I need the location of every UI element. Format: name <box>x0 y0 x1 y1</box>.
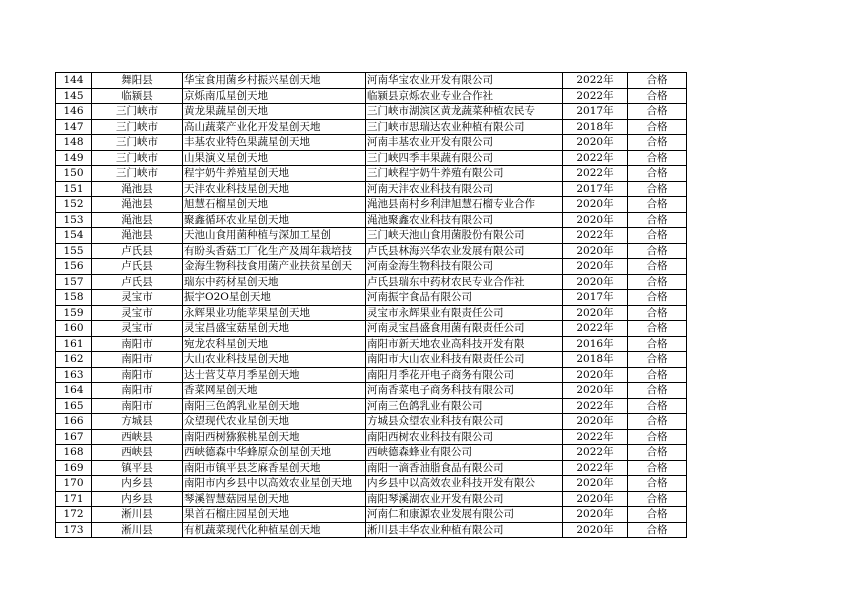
result-cell: 合格 <box>628 259 687 275</box>
county-cell: 灵宝市 <box>92 290 183 306</box>
company-cell: 南阳西树农业科技有限公司 <box>366 429 563 445</box>
table-row <box>56 352 687 368</box>
row-number-cell: 145 <box>56 88 92 104</box>
company-cell: 内乡县中以高效农业科技开发有限公 <box>366 476 563 492</box>
county-cell: 渑池县 <box>92 181 183 197</box>
company-cell: 渑池聚鑫农业科技有限公司 <box>366 212 563 228</box>
project-name-cell: 南阳市镇平县芝麻香星创天地 <box>183 460 366 476</box>
year-cell: 2020年 <box>563 259 628 275</box>
table-row <box>56 212 687 228</box>
table-row <box>56 274 687 290</box>
county-cell: 舞阳县 <box>92 73 183 89</box>
result-cell: 合格 <box>628 274 687 290</box>
county-cell: 西峡县 <box>92 445 183 461</box>
table-row <box>56 522 687 538</box>
table-row <box>56 476 687 492</box>
company-cell: 三门峡市思瑞达农业种植有限公司 <box>366 119 563 135</box>
county-cell: 淅川县 <box>92 507 183 523</box>
county-cell: 内乡县 <box>92 476 183 492</box>
result-cell: 合格 <box>628 383 687 399</box>
project-name-cell: 程宇奶牛养殖星创天地 <box>183 166 366 182</box>
result-cell: 合格 <box>628 104 687 120</box>
company-cell: 西峡德森蜂业有限公司 <box>366 445 563 461</box>
table-row <box>56 321 687 337</box>
project-name-cell: 天沣农业科技星创天地 <box>183 181 366 197</box>
project-name-cell: 西峡德森中华蜂原众创星创天地 <box>183 445 366 461</box>
year-cell: 2022年 <box>563 88 628 104</box>
result-cell: 合格 <box>628 197 687 213</box>
county-cell: 卢氏县 <box>92 259 183 275</box>
company-cell: 河南丰基农业开发有限公司 <box>366 135 563 151</box>
row-number-cell: 151 <box>56 181 92 197</box>
row-number-cell: 171 <box>56 491 92 507</box>
county-cell: 灵宝市 <box>92 321 183 337</box>
row-number-cell: 161 <box>56 336 92 352</box>
year-cell: 2020年 <box>563 274 628 290</box>
table-row <box>56 383 687 399</box>
project-name-cell: 山果演义星创天地 <box>183 150 366 166</box>
project-name-cell: 振宇O2O星创天地 <box>183 290 366 306</box>
company-cell: 三门峡四季丰果蔬有限公司 <box>366 150 563 166</box>
year-cell: 2022年 <box>563 73 628 89</box>
year-cell: 2022年 <box>563 429 628 445</box>
row-number-cell: 159 <box>56 305 92 321</box>
row-number-cell: 158 <box>56 290 92 306</box>
row-number-cell: 157 <box>56 274 92 290</box>
table-body <box>56 73 687 538</box>
result-cell: 合格 <box>628 445 687 461</box>
project-name-cell: 果首石榴庄园星创天地 <box>183 507 366 523</box>
result-cell: 合格 <box>628 290 687 306</box>
company-cell: 临颍县京烁农业专业合作社 <box>366 88 563 104</box>
county-cell: 南阳市 <box>92 367 183 383</box>
year-cell: 2020年 <box>563 197 628 213</box>
company-cell: 河南金海生物科技有限公司 <box>366 259 563 275</box>
project-name-cell: 宛龙农科星创天地 <box>183 336 366 352</box>
result-cell: 合格 <box>628 429 687 445</box>
row-number-cell: 162 <box>56 352 92 368</box>
table-row <box>56 73 687 89</box>
result-cell: 合格 <box>628 119 687 135</box>
year-cell: 2022年 <box>563 445 628 461</box>
county-cell: 渑池县 <box>92 212 183 228</box>
row-number-cell: 167 <box>56 429 92 445</box>
year-cell: 2020年 <box>563 305 628 321</box>
row-number-cell: 168 <box>56 445 92 461</box>
project-name-cell: 天池山食用菌种植与深加工星创 <box>183 228 366 244</box>
result-cell: 合格 <box>628 181 687 197</box>
row-number-cell: 163 <box>56 367 92 383</box>
project-name-cell: 高山蔬菜产业化开发星创天地 <box>183 119 366 135</box>
county-cell: 临颍县 <box>92 88 183 104</box>
company-cell: 河南灵宝昌盛食用菌有限责任公司 <box>366 321 563 337</box>
row-number-cell: 148 <box>56 135 92 151</box>
table-row <box>56 367 687 383</box>
data-table <box>55 72 687 538</box>
year-cell: 2017年 <box>563 181 628 197</box>
row-number-cell: 165 <box>56 398 92 414</box>
project-name-cell: 香菜网星创天地 <box>183 383 366 399</box>
company-cell: 河南华宝农业开发有限公司 <box>366 73 563 89</box>
county-cell: 卢氏县 <box>92 243 183 259</box>
project-name-cell: 众望现代农业星创天地 <box>183 414 366 430</box>
company-cell: 卢氏县林海兴华农业发展有限公司 <box>366 243 563 259</box>
county-cell: 渑池县 <box>92 197 183 213</box>
year-cell: 2020年 <box>563 243 628 259</box>
year-cell: 2017年 <box>563 290 628 306</box>
company-cell: 河南仁和康源农业发展有限公司 <box>366 507 563 523</box>
company-cell: 方城县众望农业科技有限公司 <box>366 414 563 430</box>
result-cell: 合格 <box>628 414 687 430</box>
result-cell: 合格 <box>628 88 687 104</box>
project-name-cell: 旭慧石榴星创天地 <box>183 197 366 213</box>
company-cell: 三门峡市湖滨区黄龙蔬菜种植农民专 <box>366 104 563 120</box>
project-name-cell: 有机蔬菜现代化种植星创天地 <box>183 522 366 538</box>
result-cell: 合格 <box>628 243 687 259</box>
county-cell: 卢氏县 <box>92 274 183 290</box>
county-cell: 西峡县 <box>92 429 183 445</box>
company-cell: 河南天沣农业科技有限公司 <box>366 181 563 197</box>
row-number-cell: 172 <box>56 507 92 523</box>
table-row <box>56 135 687 151</box>
result-cell: 合格 <box>628 166 687 182</box>
row-number-cell: 164 <box>56 383 92 399</box>
project-name-cell: 琴溪智慧菇园星创天地 <box>183 491 366 507</box>
county-cell: 三门峡市 <box>92 135 183 151</box>
result-cell: 合格 <box>628 212 687 228</box>
county-cell: 方城县 <box>92 414 183 430</box>
table-row <box>56 445 687 461</box>
year-cell: 2020年 <box>563 476 628 492</box>
row-number-cell: 156 <box>56 259 92 275</box>
project-name-cell: 聚鑫循环农业星创天地 <box>183 212 366 228</box>
result-cell: 合格 <box>628 305 687 321</box>
company-cell: 南阳市大山农业科技有限责任公司 <box>366 352 563 368</box>
county-cell: 三门峡市 <box>92 150 183 166</box>
table-row <box>56 290 687 306</box>
project-name-cell: 华宝食用菌乡村振兴星创天地 <box>183 73 366 89</box>
county-cell: 淅川县 <box>92 522 183 538</box>
row-number-cell: 152 <box>56 197 92 213</box>
year-cell: 2020年 <box>563 212 628 228</box>
row-number-cell: 149 <box>56 150 92 166</box>
county-cell: 内乡县 <box>92 491 183 507</box>
result-cell: 合格 <box>628 476 687 492</box>
result-cell: 合格 <box>628 73 687 89</box>
county-cell: 南阳市 <box>92 336 183 352</box>
year-cell: 2020年 <box>563 507 628 523</box>
county-cell: 三门峡市 <box>92 166 183 182</box>
county-cell: 南阳市 <box>92 383 183 399</box>
year-cell: 2022年 <box>563 166 628 182</box>
table-row <box>56 119 687 135</box>
table-row <box>56 104 687 120</box>
row-number-cell: 170 <box>56 476 92 492</box>
year-cell: 2016年 <box>563 336 628 352</box>
year-cell: 2017年 <box>563 104 628 120</box>
result-cell: 合格 <box>628 150 687 166</box>
company-cell: 淅川县丰华农业种植有限公司 <box>366 522 563 538</box>
result-cell: 合格 <box>628 522 687 538</box>
company-cell: 南阳市新天地农业高科技开发有限 <box>366 336 563 352</box>
row-number-cell: 153 <box>56 212 92 228</box>
result-cell: 合格 <box>628 491 687 507</box>
table-row <box>56 181 687 197</box>
result-cell: 合格 <box>628 321 687 337</box>
result-cell: 合格 <box>628 460 687 476</box>
table-row <box>56 398 687 414</box>
table-row <box>56 150 687 166</box>
result-cell: 合格 <box>628 352 687 368</box>
year-cell: 2022年 <box>563 398 628 414</box>
project-name-cell: 达士营艾草月季星创天地 <box>183 367 366 383</box>
result-cell: 合格 <box>628 135 687 151</box>
project-name-cell: 南阳市内乡县中以高效农业星创天地 <box>183 476 366 492</box>
table-row <box>56 460 687 476</box>
year-cell: 2020年 <box>563 367 628 383</box>
year-cell: 2022年 <box>563 150 628 166</box>
year-cell: 2022年 <box>563 228 628 244</box>
table-row <box>56 429 687 445</box>
project-name-cell: 京烁南瓜星创天地 <box>183 88 366 104</box>
row-number-cell: 169 <box>56 460 92 476</box>
company-cell: 南阳月季花开电子商务有限公司 <box>366 367 563 383</box>
row-number-cell: 146 <box>56 104 92 120</box>
table-row <box>56 491 687 507</box>
result-cell: 合格 <box>628 228 687 244</box>
table-row <box>56 305 687 321</box>
county-cell: 南阳市 <box>92 352 183 368</box>
project-name-cell: 瑞东中药材星创天地 <box>183 274 366 290</box>
project-name-cell: 黄龙果蔬星创天地 <box>183 104 366 120</box>
company-cell: 河南香菜电子商务科技有限公司 <box>366 383 563 399</box>
row-number-cell: 150 <box>56 166 92 182</box>
project-name-cell: 南阳三色鸽乳业星创天地 <box>183 398 366 414</box>
project-name-cell: 南阳西树猕猴桃星创天地 <box>183 429 366 445</box>
year-cell: 2022年 <box>563 321 628 337</box>
county-cell: 南阳市 <box>92 398 183 414</box>
company-cell: 卢氏县瑞东中药材农民专业合作社 <box>366 274 563 290</box>
row-number-cell: 160 <box>56 321 92 337</box>
year-cell: 2020年 <box>563 414 628 430</box>
table-row <box>56 228 687 244</box>
row-number-cell: 154 <box>56 228 92 244</box>
project-name-cell: 金海生物科技食用菌产业扶贫星创天 <box>183 259 366 275</box>
county-cell: 渑池县 <box>92 228 183 244</box>
row-number-cell: 147 <box>56 119 92 135</box>
table-row <box>56 507 687 523</box>
project-name-cell: 丰基农业特色果蔬星创天地 <box>183 135 366 151</box>
result-cell: 合格 <box>628 367 687 383</box>
year-cell: 2018年 <box>563 119 628 135</box>
table-row <box>56 336 687 352</box>
year-cell: 2020年 <box>563 491 628 507</box>
company-cell: 南阳琴溪湖农业开发有限公司 <box>366 491 563 507</box>
result-cell: 合格 <box>628 507 687 523</box>
result-cell: 合格 <box>628 336 687 352</box>
county-cell: 三门峡市 <box>92 104 183 120</box>
year-cell: 2020年 <box>563 383 628 399</box>
company-cell: 河南三色鸽乳业有限公司 <box>366 398 563 414</box>
year-cell: 2018年 <box>563 352 628 368</box>
row-number-cell: 173 <box>56 522 92 538</box>
year-cell: 2022年 <box>563 460 628 476</box>
company-cell: 南阳一滴香油脂食品有限公司 <box>366 460 563 476</box>
project-name-cell: 永辉果业功能苹果星创天地 <box>183 305 366 321</box>
county-cell: 镇平县 <box>92 460 183 476</box>
company-cell: 三门峡程宇奶牛养殖有限公司 <box>366 166 563 182</box>
company-cell: 河南振宇食品有限公司 <box>366 290 563 306</box>
year-cell: 2020年 <box>563 135 628 151</box>
year-cell: 2020年 <box>563 522 628 538</box>
table-row <box>56 259 687 275</box>
company-cell: 灵宝市永辉果业有限责任公司 <box>366 305 563 321</box>
table-row <box>56 88 687 104</box>
project-name-cell: 大山农业科技星创天地 <box>183 352 366 368</box>
project-name-cell: 有盼头香菇工厂化生产及周年栽培技 <box>183 243 366 259</box>
company-cell: 渑池县南村乡利津旭慧石榴专业合作 <box>366 197 563 213</box>
table-row <box>56 414 687 430</box>
row-number-cell: 166 <box>56 414 92 430</box>
company-cell: 三门峡天池山食用菌股份有限公司 <box>366 228 563 244</box>
county-cell: 灵宝市 <box>92 305 183 321</box>
county-cell: 三门峡市 <box>92 119 183 135</box>
table-row <box>56 197 687 213</box>
table-row <box>56 243 687 259</box>
result-cell: 合格 <box>628 398 687 414</box>
row-number-cell: 144 <box>56 73 92 89</box>
table-row <box>56 166 687 182</box>
project-name-cell: 灵宝昌盛宝菇星创天地 <box>183 321 366 337</box>
row-number-cell: 155 <box>56 243 92 259</box>
